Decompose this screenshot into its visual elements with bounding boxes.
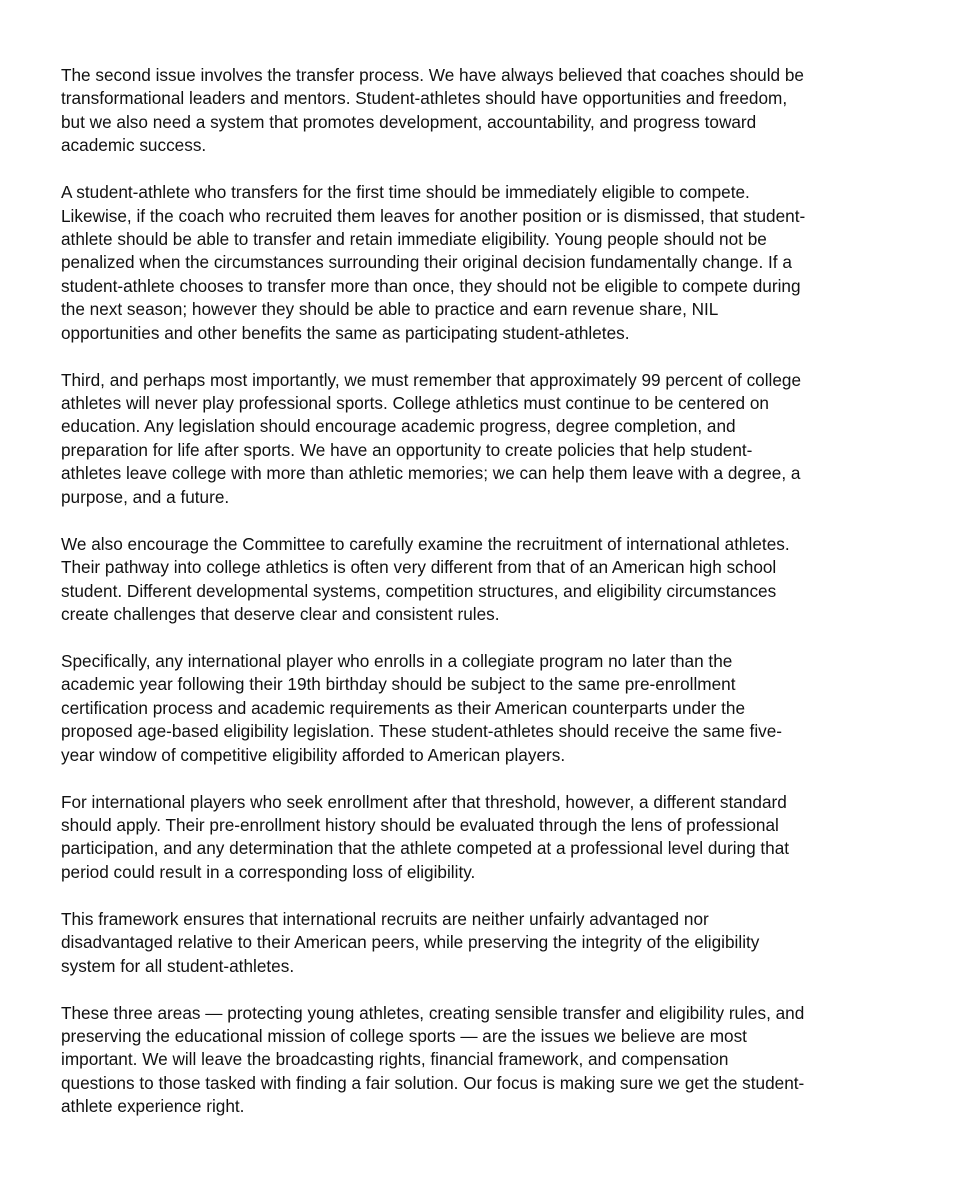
text-line: system for all student-athletes. (61, 955, 295, 976)
text-line: This framework ensures that international recruits are neither unfairly advantaged nor (61, 908, 709, 929)
text-line: opportunities and other benefits the same as participating student-athletes. (61, 322, 630, 343)
text-line: Third, and perhaps most importantly, we must remember that approximately 99 percent of college (61, 369, 802, 390)
text-line: period could result in a corresponding loss of eligibility. (61, 861, 476, 882)
text-line: Their pathway into college athletics is often very different from that of an American high school (61, 557, 777, 578)
text-line: but we also need a system that promotes development, accountability, and progress toward (61, 111, 757, 132)
text-line: academic success. (61, 135, 207, 156)
text-line: student-athlete chooses to transfer more than once, they should not be eligible to compete during (61, 275, 801, 296)
text-line: The second issue involves the transfer process. We have always believed that coaches should be (61, 65, 804, 85)
text-line: These three areas — protecting young athletes, creating sensible transfer and eligibility rules, and (61, 1002, 805, 1023)
text-line: We also encourage the Committee to carefully examine the recruitment of international athletes. (61, 533, 790, 554)
text-line: questions to those tasked with finding a fair solution. Our focus is making sure we get the student- (61, 1072, 805, 1093)
paragraph-transfer-process (61, 64, 891, 158)
text-line: disadvantaged relative to their American peers, while preserving the integrity of the eligibility (61, 932, 760, 953)
text-line: student. Different developmental systems, competition structures, and eligibility circumstances (61, 580, 777, 601)
text-line: penalized when the circumstances surrounding their original decision fundamentally change. If a (61, 252, 792, 273)
document-body (61, 64, 891, 1142)
text-line: preparation for life after sports. We have an opportunity to create policies that help student- (61, 439, 753, 460)
text-line: the next season; however they should be able to practice and earn revenue share, NIL (61, 299, 719, 320)
text-line: purpose, and a future. (61, 486, 230, 507)
text-line: year window of competitive eligibility afforded to American players. (61, 744, 566, 765)
text-line: athletes leave college with more than athletic memories; we can help them leave with a degree, a (61, 463, 801, 484)
paragraph-framework (61, 908, 891, 978)
text-line: athletes will never play professional sports. College athletics must continue to be centered on (61, 393, 769, 414)
paragraph-conclusion (61, 1002, 891, 1119)
text-line: Likewise, if the coach who recruited them leaves for another position or is dismissed, that student- (61, 205, 806, 226)
text-line: For international players who seek enrollment after that threshold, however, a different standard (61, 791, 787, 812)
paragraph-threshold-standard (61, 791, 891, 885)
text-line: athlete experience right. (61, 1096, 245, 1117)
text-line: Specifically, any international player who enrolls in a collegiate program no later than the (61, 650, 733, 671)
text-line: education. Any legislation should encourage academic progress, degree completion, and (61, 416, 736, 437)
text-line: important. We will leave the broadcasting rights, financial framework, and compensation (61, 1049, 729, 1070)
text-line: certification process and academic requirements as their American counterparts under the (61, 697, 746, 718)
text-line: academic year following their 19th birthday should be subject to the same pre-enrollment (61, 674, 736, 695)
text-line: preserving the educational mission of college sports — are the issues we believe are most (61, 1025, 747, 1046)
paragraph-international-recruitment (61, 533, 891, 627)
text-line: transformational leaders and mentors. Student-athletes should have opportunities and freedom, (61, 88, 788, 109)
text-line: participation, and any determination that the athlete competed at a professional level during that (61, 838, 790, 859)
text-line: A student-athlete who transfers for the first time should be immediately eligible to compete. (61, 182, 750, 203)
paragraph-education (61, 369, 891, 509)
text-line: should apply. Their pre-enrollment history should be evaluated through the lens of professional (61, 814, 779, 835)
text-line: athlete should be able to transfer and retain immediate eligibility. Young people should not be (61, 229, 767, 250)
text-line: create challenges that deserve clear and consistent rules. (61, 603, 500, 624)
text-line: proposed age-based eligibility legislation. These student-athletes should receive the same five- (61, 721, 783, 742)
paragraph-international-eligibility (61, 650, 891, 767)
paragraph-first-transfer (61, 181, 891, 345)
